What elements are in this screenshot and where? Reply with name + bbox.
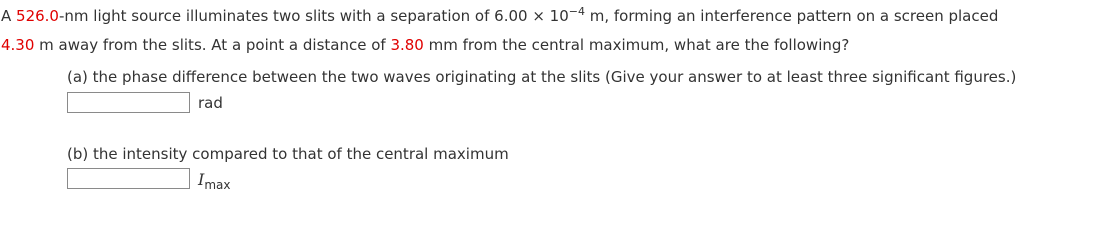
problem-statement-line-2: [1, 35, 849, 55]
problem-text: m away from the slits. At a point a distance of: [34, 36, 391, 54]
problem-statement-line-1: [1, 6, 998, 26]
part-b-label: (b) the intensity compared to that of the central maximum: [67, 145, 509, 163]
problem-text: -nm light source illuminates two slits with a separation of 6.00 × 10: [58, 7, 569, 25]
point-distance-value: 3.80: [390, 36, 424, 54]
problem-text: A: [1, 7, 17, 25]
intensity-subscript: max: [204, 178, 231, 192]
part-a-answer-input[interactable]: [67, 92, 190, 113]
problem-text: mm from the central maximum, what are the following?: [423, 36, 850, 54]
intensity-symbol: I: [198, 170, 205, 189]
part-a-label: (a) the phase difference between the two waves originating at the slits (Give your answer to at least three significant figures.): [67, 68, 1017, 86]
part-b-answer-input[interactable]: [67, 168, 190, 189]
wavelength-value: 526.0: [16, 7, 59, 25]
part-b-unit: [198, 170, 230, 192]
part-a-unit: rad: [198, 94, 223, 112]
problem-text: m, forming an interference pattern on a screen placed: [584, 7, 999, 25]
screen-distance-value: 4.30: [1, 36, 35, 54]
exponent: −4: [568, 5, 585, 18]
